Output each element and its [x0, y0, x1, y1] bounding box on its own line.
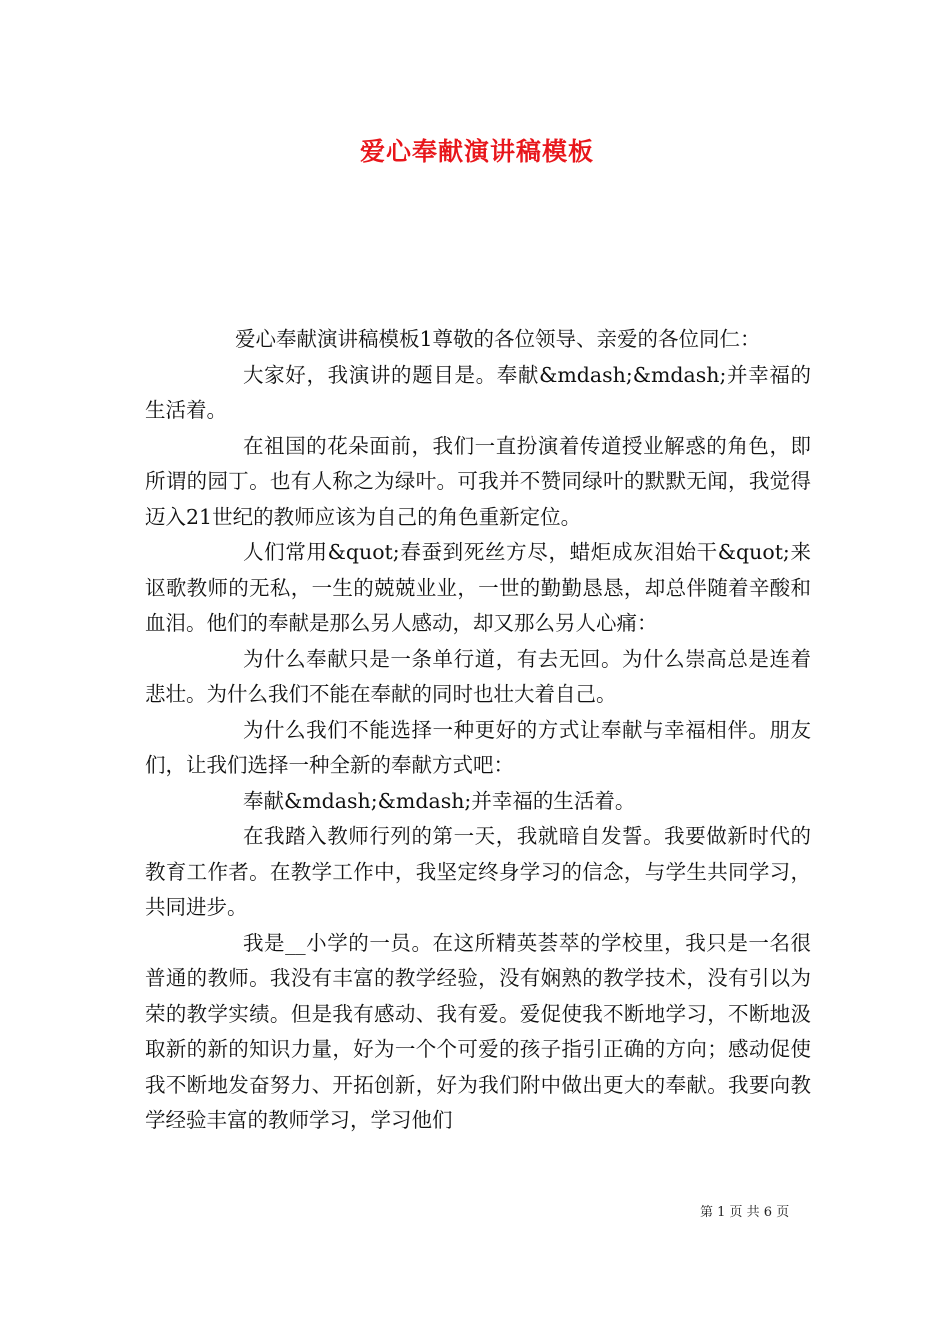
- page-footer: [700, 1201, 860, 1220]
- paragraph: 人们常用&quot;春蚕到死丝方尽，蜡炬成灰泪始干&quot;来讴歌教师的无私，一生的兢兢业业，一世的勤勤恳恳，却总伴随着辛酸和血泪。他们的奉献是那么另人感动，却又那么另人心痛：: [145, 540, 811, 635]
- page-number: 第 1 页 共 6 页: [700, 1205, 790, 1220]
- paragraph: 奉献&mdash;&mdash;并幸福的生活着。: [243, 788, 636, 813]
- paragraph: 大家好，我演讲的题目是。奉献&mdash;&mdash;并幸福的生活着。: [145, 362, 811, 422]
- document-title: 爱心奉献演讲稿模板: [360, 137, 595, 166]
- paragraph-greeting: 爱心奉献演讲稿模板1尊敬的各位领导、亲爱的各位同仁：: [235, 327, 761, 351]
- paragraph: 在祖国的花朵面前，我们一直扮演着传道授业解惑的角色，即所谓的园丁。也有人称之为绿叶。可我并不赞同绿叶的默默无闻，我觉得迈入21世纪的教师应该为自己的角色重新定位。: [145, 433, 811, 529]
- paragraph: 在我踏入教师行列的第一天，我就暗自发誓。我要做新时代的教育工作者。在教学工作中，我坚定终身学习的信念，与学生共同学习，共同进步。: [145, 824, 811, 919]
- paragraph: 为什么我们不能选择一种更好的方式让奉献与幸福相伴。朋友们，让我们选择一种全新的奉献方式吧：: [145, 717, 811, 777]
- paragraph: 为什么奉献只是一条单行道，有去无回。为什么崇高总是连着悲壮。为什么我们不能在奉献的同时也壮大着自己。: [145, 646, 811, 706]
- document-body: [145, 322, 811, 1139]
- paragraph: 我是__小学的一员。在这所精英荟萃的学校里，我只是一名很普通的教师。我没有丰富的教学经验，没有娴熟的教学技术，没有引以为荣的教学实绩。但是我有感动、我有爱。爱促使我不断地学习，不断地汲取新的新的知识力量，好为一个个可爱的孩子指引正确的方向；感动促使我不断地发奋努力、开拓创新，好为我们附中做出更大的奉献。我要向教学经验丰富的教师学习，学习他们: [145, 930, 811, 1132]
